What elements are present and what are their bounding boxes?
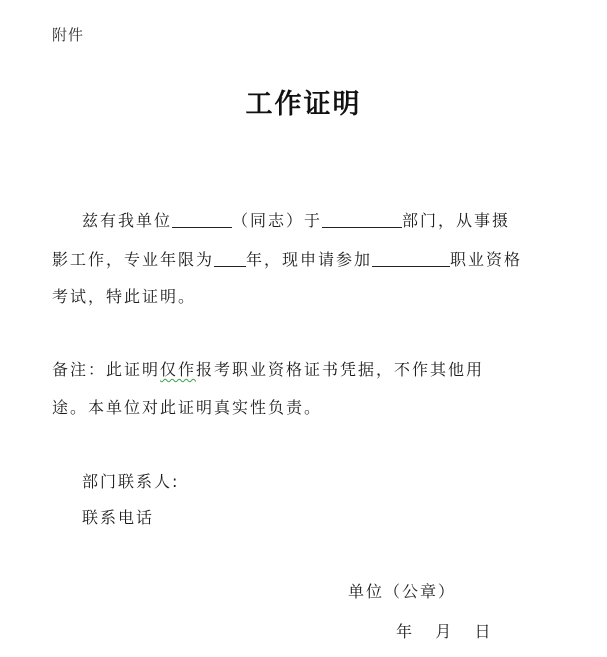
text-segment: 部门，从事摄	[402, 211, 511, 230]
text-segment: 报考职业资格证书凭据，不作其他用	[196, 360, 485, 379]
attachment-label: 附件	[52, 26, 85, 44]
text-segment: 年，现申请参加	[246, 250, 373, 269]
spellcheck-underlined-text: 仅作	[160, 360, 197, 379]
date-label: 年 月 日	[396, 622, 493, 641]
unit-seal-label: 单位（公章）	[348, 582, 457, 601]
department-blank[interactable]	[322, 211, 402, 228]
text-segment: 影工作，专业年限为	[52, 250, 215, 269]
dept-contact-label: 部门联系人:	[82, 472, 180, 491]
paragraph-line-1	[82, 210, 510, 232]
text-segment: 兹有我单位	[82, 211, 173, 230]
text-segment: 职业资格	[450, 250, 523, 269]
years-blank[interactable]	[214, 250, 246, 267]
note-line-1	[52, 359, 484, 381]
text-segment: （同志）于	[232, 211, 323, 230]
text-segment: 备注：此证明	[52, 360, 161, 379]
phone-label: 联系电话	[82, 508, 155, 527]
exam-blank[interactable]	[372, 250, 450, 267]
document-title: 工作证明	[245, 89, 362, 120]
name-blank[interactable]	[172, 211, 232, 228]
paragraph-line-3: 考试，特此证明。	[52, 287, 197, 306]
note-line-2: 途。本单位对此证明真实性负责。	[52, 398, 323, 417]
paragraph-line-2	[52, 249, 522, 271]
